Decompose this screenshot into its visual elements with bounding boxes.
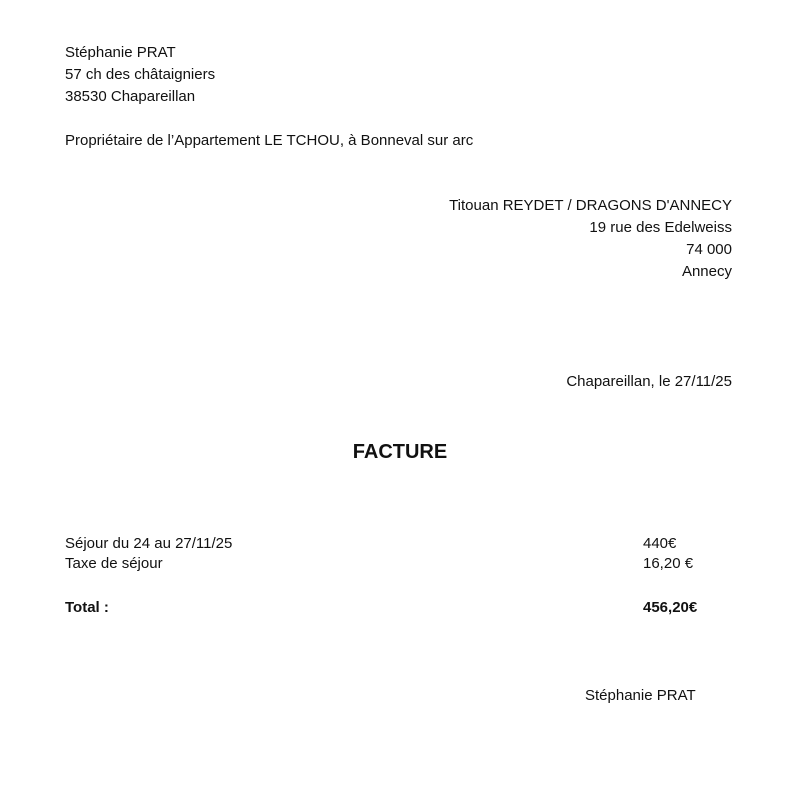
date-line: Chapareillan, le 27/11/25	[566, 373, 732, 390]
sender-address	[65, 42, 215, 108]
recipient-street: 19 rue des Edelweiss	[589, 219, 732, 236]
sender-city: 38530 Chapareillan	[65, 88, 196, 105]
total-amount: 456,20€	[643, 599, 698, 616]
total-label: Total :	[65, 599, 109, 616]
recipient-postcode: 74 000	[686, 241, 732, 258]
document-title: FACTURE	[352, 441, 448, 463]
item-label: Taxe de séjour	[65, 555, 163, 572]
sender-street: 57 ch des châtaigniers	[65, 66, 216, 83]
item-amount: 16,20 €	[643, 555, 694, 572]
item-amount: 440€	[643, 535, 677, 552]
recipient-city: Annecy	[681, 263, 732, 280]
signature-name: Stéphanie PRAT	[585, 687, 696, 704]
recipient-name: Titouan REYDET / DRAGONS D'ANNECY	[449, 197, 732, 214]
item-label: Séjour du 24 au 27/11/25	[65, 535, 233, 552]
owner-line: Propriétaire de l’Appartement LE TCHOU, à Bonneval sur arc	[65, 132, 474, 149]
sender-name: Stéphanie PRAT	[65, 44, 176, 61]
recipient-address	[449, 195, 732, 283]
